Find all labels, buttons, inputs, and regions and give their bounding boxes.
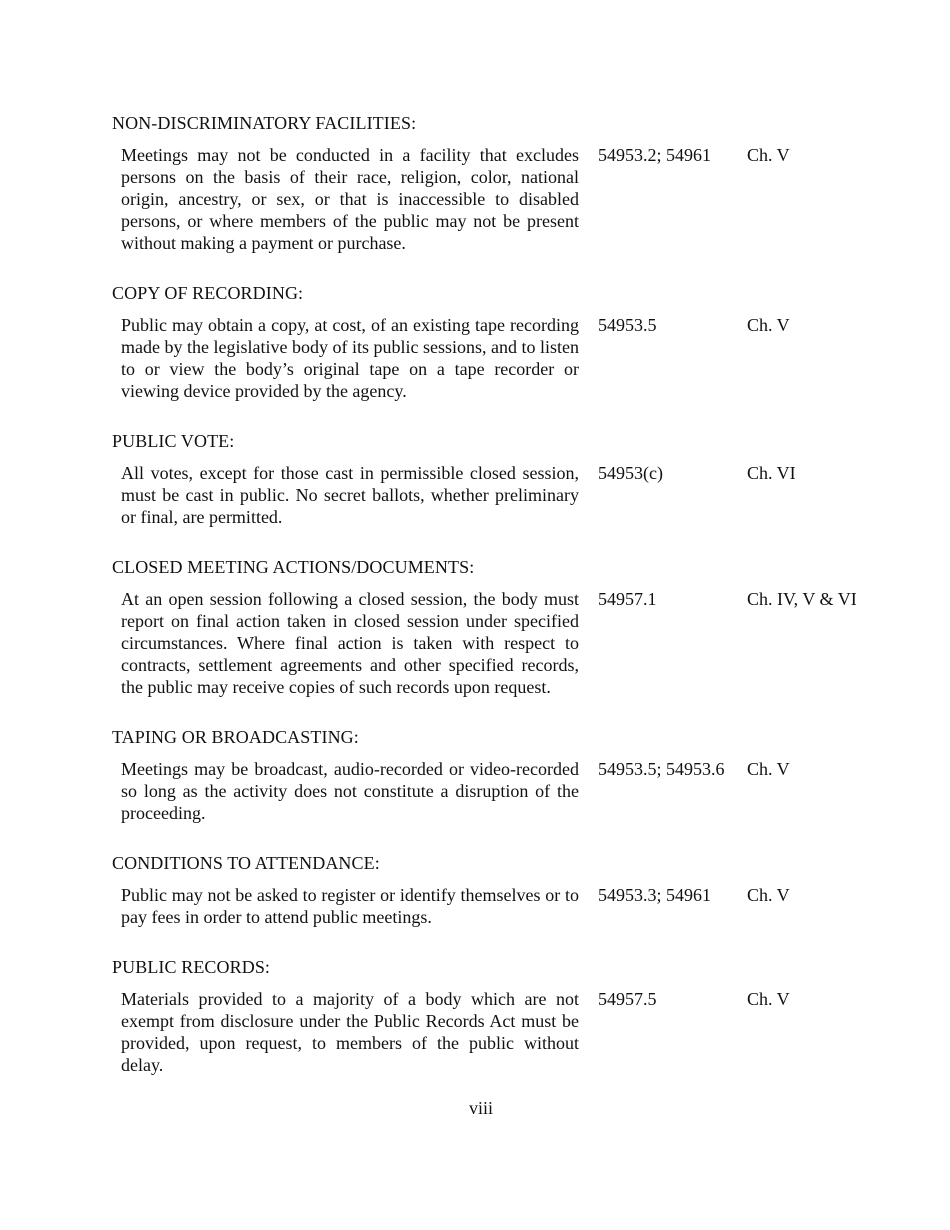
section-conditions-to-attendance [112,852,872,928]
section-closed-meeting-actions [112,556,872,698]
section-chapter: Ch. V [747,315,790,335]
section-description: Meetings may be broadcast, audio-recorded or video-recorded so long as the activity does not constitute a disruption of the proceeding. [121,759,579,823]
section-chapter: Ch. VI [747,463,796,483]
section-chapter: Ch. IV, V & VI [747,589,857,609]
section-row [112,884,872,928]
section-description: Public may not be asked to register or identify themselves or to pay fees in order to attend public meetings. [121,885,579,927]
section-row [112,314,872,402]
section-description: Public may obtain a copy, at cost, of an existing tape recording made by the legislative body of its public sessions, and to listen to or view the body’s original tape on a tape recorder or viewing device provided by the agency. [121,315,579,401]
section-non-discriminatory-facilities [112,112,872,254]
section-heading: PUBLIC VOTE: [112,431,235,451]
section-description: Materials provided to a majority of a body which are not exempt from disclosure under the Public Records Act must be provided, upon request, to members of the public without delay. [121,989,579,1075]
section-chapter: Ch. V [747,885,790,905]
section-code: 54953(c) [598,463,663,483]
section-heading: CLOSED MEETING ACTIONS/DOCUMENTS: [112,557,475,577]
section-row [112,758,872,824]
section-heading: TAPING OR BROADCASTING: [112,727,359,747]
section-code: 54957.5 [598,989,657,1009]
section-taping-or-broadcasting [112,726,872,824]
section-code: 54957.1 [598,589,657,609]
page-number: viii [468,1098,493,1118]
section-row [112,988,872,1076]
section-code: 54953.5 [598,315,657,335]
section-public-records [112,956,872,1076]
section-heading: NON-DISCRIMINATORY FACILITIES: [112,113,417,133]
section-row [112,144,872,254]
section-heading: COPY OF RECORDING: [112,283,304,303]
section-copy-of-recording [112,282,872,402]
section-chapter: Ch. V [747,759,790,779]
section-description: All votes, except for those cast in permissible closed session, must be cast in public. No secret ballots, whether preliminary or final, are permitted. [121,463,579,527]
section-description: Meetings may not be conducted in a facility that excludes persons on the basis of their race, religion, color, national origin, ancestry, or sex, or that is inaccessible to disabled persons, or where members of the public may not be present without making a payment or purchase. [121,145,579,253]
section-row [112,588,872,698]
section-heading: CONDITIONS TO ATTENDANCE: [112,853,380,873]
section-chapter: Ch. V [747,989,790,1009]
rights-table [112,112,872,1104]
section-code: 54953.2; 54961 [598,145,712,165]
section-code: 54953.5; 54953.6 [598,759,725,779]
section-code: 54953.3; 54961 [598,885,712,905]
section-chapter: Ch. V [747,145,790,165]
section-public-vote [112,430,872,528]
section-heading: PUBLIC RECORDS: [112,957,271,977]
section-row [112,462,872,528]
section-description: At an open session following a closed session, the body must report on final action taken in closed session under specified circumstances. Where final action is taken with respect to contracts, settlement agreements and other specified records, the public may receive copies of such records upon request. [121,589,579,697]
